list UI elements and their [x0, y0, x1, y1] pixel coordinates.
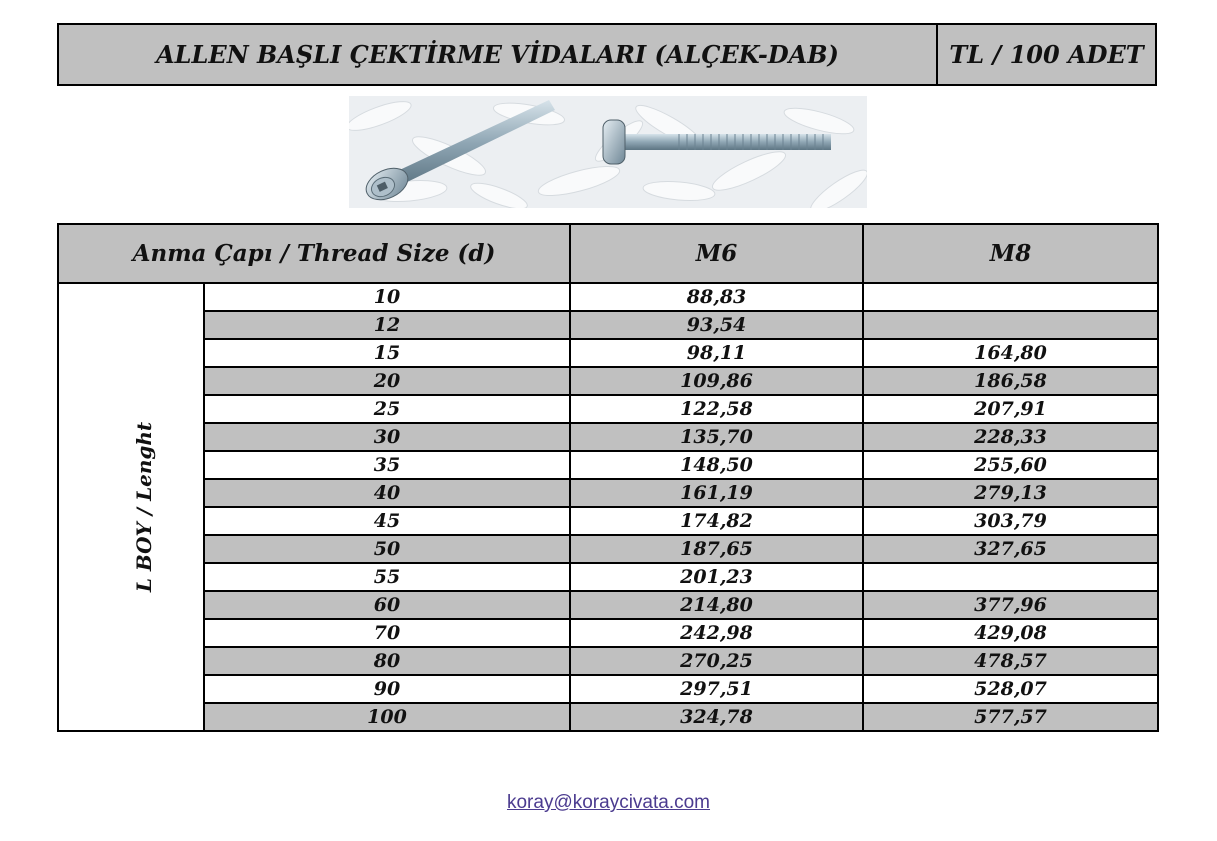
- table-row: [58, 395, 1158, 423]
- table-row: [58, 423, 1158, 451]
- m6-price-cell: 93,54: [570, 311, 863, 339]
- table-row: [58, 507, 1158, 535]
- m8-price-cell: [863, 563, 1158, 591]
- length-cell: 35: [204, 451, 570, 479]
- product-photo: [349, 96, 867, 208]
- length-cell: 100: [204, 703, 570, 731]
- screws-image: [349, 96, 867, 208]
- table-row: [58, 563, 1158, 591]
- m8-price-cell: 429,08: [863, 619, 1158, 647]
- m6-price-cell: 270,25: [570, 647, 863, 675]
- table-row: [58, 283, 1158, 311]
- m8-price-cell: 207,91: [863, 395, 1158, 423]
- m6-price-cell: 122,58: [570, 395, 863, 423]
- m6-price-cell: 135,70: [570, 423, 863, 451]
- length-cell: 40: [204, 479, 570, 507]
- email-link[interactable]: koray@koraycivata.com: [506, 792, 711, 813]
- table-row: [58, 535, 1158, 563]
- table-row: [58, 591, 1158, 619]
- m8-price-cell: [863, 283, 1158, 311]
- m8-price-cell: 478,57: [863, 647, 1158, 675]
- m8-price-cell: 528,07: [863, 675, 1158, 703]
- m6-price-cell: 297,51: [570, 675, 863, 703]
- price-table: [57, 223, 1159, 732]
- m6-price-cell: 88,83: [570, 283, 863, 311]
- table-row: [58, 619, 1158, 647]
- m6-price-cell: 242,98: [570, 619, 863, 647]
- m6-price-cell: 214,80: [570, 591, 863, 619]
- table-row: [58, 479, 1158, 507]
- m8-price-cell: 164,80: [863, 339, 1158, 367]
- table-row: [58, 675, 1158, 703]
- length-cell: 12: [204, 311, 570, 339]
- m8-price-cell: 577,57: [863, 703, 1158, 731]
- m8-price-cell: 327,65: [863, 535, 1158, 563]
- m8-price-cell: [863, 311, 1158, 339]
- m8-price-cell: 279,13: [863, 479, 1158, 507]
- length-cell: 55: [204, 563, 570, 591]
- length-cell: 50: [204, 535, 570, 563]
- table-row: [58, 647, 1158, 675]
- m8-price-cell: 186,58: [863, 367, 1158, 395]
- title-bar: [57, 23, 1157, 86]
- table-row: [58, 367, 1158, 395]
- length-cell: 10: [204, 283, 570, 311]
- length-cell: 30: [204, 423, 570, 451]
- m6-price-cell: 148,50: [570, 451, 863, 479]
- table-body: [58, 283, 1158, 731]
- table-row: [58, 451, 1158, 479]
- length-cell: 70: [204, 619, 570, 647]
- length-cell: 80: [204, 647, 570, 675]
- m8-price-cell: 377,96: [863, 591, 1158, 619]
- m6-price-cell: 109,86: [570, 367, 863, 395]
- table-row: [58, 703, 1158, 731]
- thread-size-header: Anma Çapı / Thread Size (d): [58, 224, 570, 283]
- table-header-row: [58, 224, 1158, 283]
- length-cell: 45: [204, 507, 570, 535]
- length-cell: 60: [204, 591, 570, 619]
- column-header-m8: M8: [863, 224, 1158, 283]
- product-title: ALLEN BAŞLI ÇEKTİRME VİDALARI (ALÇEK-DAB): [59, 25, 938, 84]
- price-unit: TL / 100 ADET: [949, 40, 1144, 69]
- m6-price-cell: 174,82: [570, 507, 863, 535]
- m6-price-cell: 187,65: [570, 535, 863, 563]
- m6-price-cell: 161,19: [570, 479, 863, 507]
- footer: [0, 792, 1217, 814]
- length-cell: 20: [204, 367, 570, 395]
- m8-price-cell: 255,60: [863, 451, 1158, 479]
- m8-price-cell: 303,79: [863, 507, 1158, 535]
- table-row: [58, 311, 1158, 339]
- length-cell: 15: [204, 339, 570, 367]
- column-header-m6: M6: [570, 224, 863, 283]
- length-cell: 25: [204, 395, 570, 423]
- length-axis-label: [58, 283, 204, 731]
- m8-price-cell: 228,33: [863, 423, 1158, 451]
- m6-price-cell: 98,11: [570, 339, 863, 367]
- length-cell: 90: [204, 675, 570, 703]
- length-label-text: L BOY / Lenght: [132, 421, 157, 592]
- table-row: [58, 339, 1158, 367]
- m6-price-cell: 201,23: [570, 563, 863, 591]
- m6-price-cell: 324,78: [570, 703, 863, 731]
